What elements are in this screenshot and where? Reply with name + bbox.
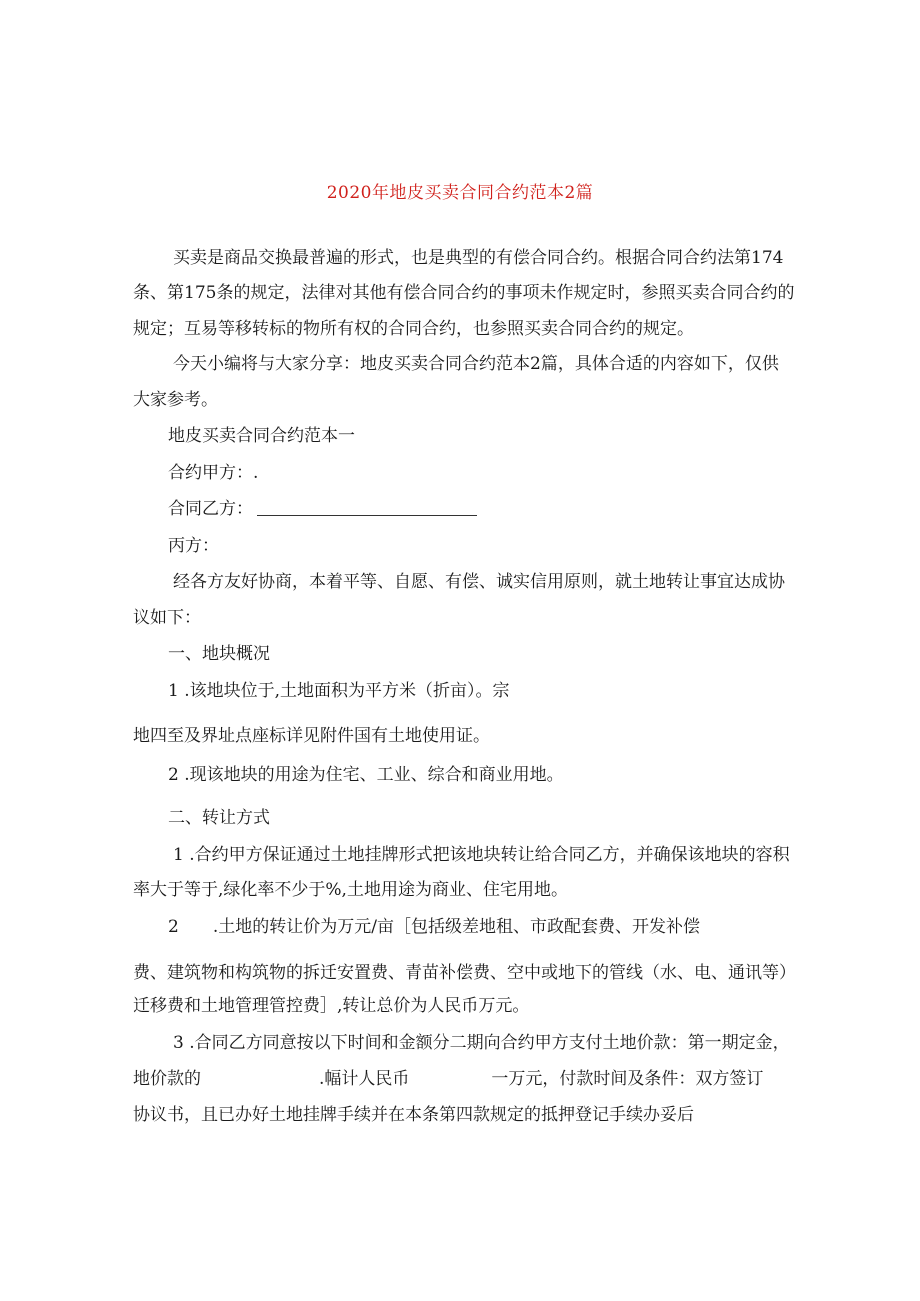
intro-paragraph-line-1: 买卖是商品交换最普遍的形式，也是典型的有偿合同合约。根据合同合约法第174 xyxy=(173,248,784,268)
party-b-label: 合同乙方： xyxy=(168,499,253,519)
share-paragraph-line-1: 今天小编将与大家分享：地皮买卖合同合约范本2篇，具体合适的内容如下，仅供 xyxy=(173,354,779,374)
section-2-item-3-line-3: 协议书，且已办好土地挂牌手续并在本条第四款规定的抵押登记手续办妥后 xyxy=(133,1105,694,1125)
section-2-item-2 xyxy=(168,915,700,939)
party-b-field xyxy=(168,497,477,521)
document-title: 2020年地皮买卖合同合约范本2篇 xyxy=(326,183,594,203)
section-1-item-1-continued: 地四至及界址点座标详见附件国有土地使用证。 xyxy=(133,726,490,746)
section-1-heading: 一、地块概况 xyxy=(168,644,270,664)
land-price-label: 地价款的 xyxy=(133,1069,201,1089)
share-paragraph-line-2: 大家参考。 xyxy=(133,390,218,410)
sample-heading: 地皮买卖合同合约范本一 xyxy=(168,426,355,446)
section-2-item-2-continued-2: 迁移费和土地管理管控费］,转让总价为人民币万元。 xyxy=(133,996,530,1016)
section-2-heading: 二、转让方式 xyxy=(168,808,270,828)
party-c-field: 丙方： xyxy=(168,536,219,556)
rmb-amount-label: .幅计人民币 xyxy=(319,1069,410,1089)
section-2-item-3-line-1: 3 .合同乙方同意按以下时间和金额分二期向合约甲方支付土地价款：第一期定金， xyxy=(173,1033,790,1053)
section-2-item-1-line-1: 1 .合约甲方保证通过土地挂牌形式把该地块转让给合同乙方，并确保该地块的容积 xyxy=(173,845,790,865)
section-2-item-1-line-2: 率大于等于,绿化率不少于%,土地用途为商业、住宅用地。 xyxy=(133,880,568,900)
section-1-item-2: 2 .现该地块的用途为住宅、工业、综合和商业用地。 xyxy=(168,765,564,785)
intro-paragraph-line-3: 规定；互易等移转标的物所有权的合同合约，也参照买卖合同合约的规定。 xyxy=(133,319,694,339)
party-a-field: 合约甲方：. xyxy=(168,463,259,483)
payment-terms-text: 一万元，付款时间及条件：双方签订 xyxy=(491,1069,764,1089)
section-1-item-1: 1 .该地块位于,土地面积为平方米（折亩）。宗 xyxy=(168,681,510,701)
intro-paragraph-line-2: 条、第175条的规定，法律对其他有偿合同合约的事项未作规定时，参照买卖合同合约的 xyxy=(133,283,795,303)
section-2-item-3-line-2 xyxy=(133,1067,763,1091)
agreement-line-1: 经各方友好协商，本着平等、自愿、有偿、诚实信用原则，就土地转让事宜达成协 xyxy=(173,572,785,592)
section-2-item-2-text: .土地的转让价为万元/亩［包括级差地租、市政配套费、开发补偿 xyxy=(212,917,700,937)
section-2-item-2-continued-1: 费、建筑物和构筑物的拆迁安置费、青苗补偿费、空中或地下的管线（水、电、通讯等） xyxy=(133,963,796,983)
party-b-blank-line xyxy=(257,499,477,516)
section-2-item-2-number: 2 xyxy=(168,917,179,937)
agreement-line-2: 议如下： xyxy=(133,608,201,628)
